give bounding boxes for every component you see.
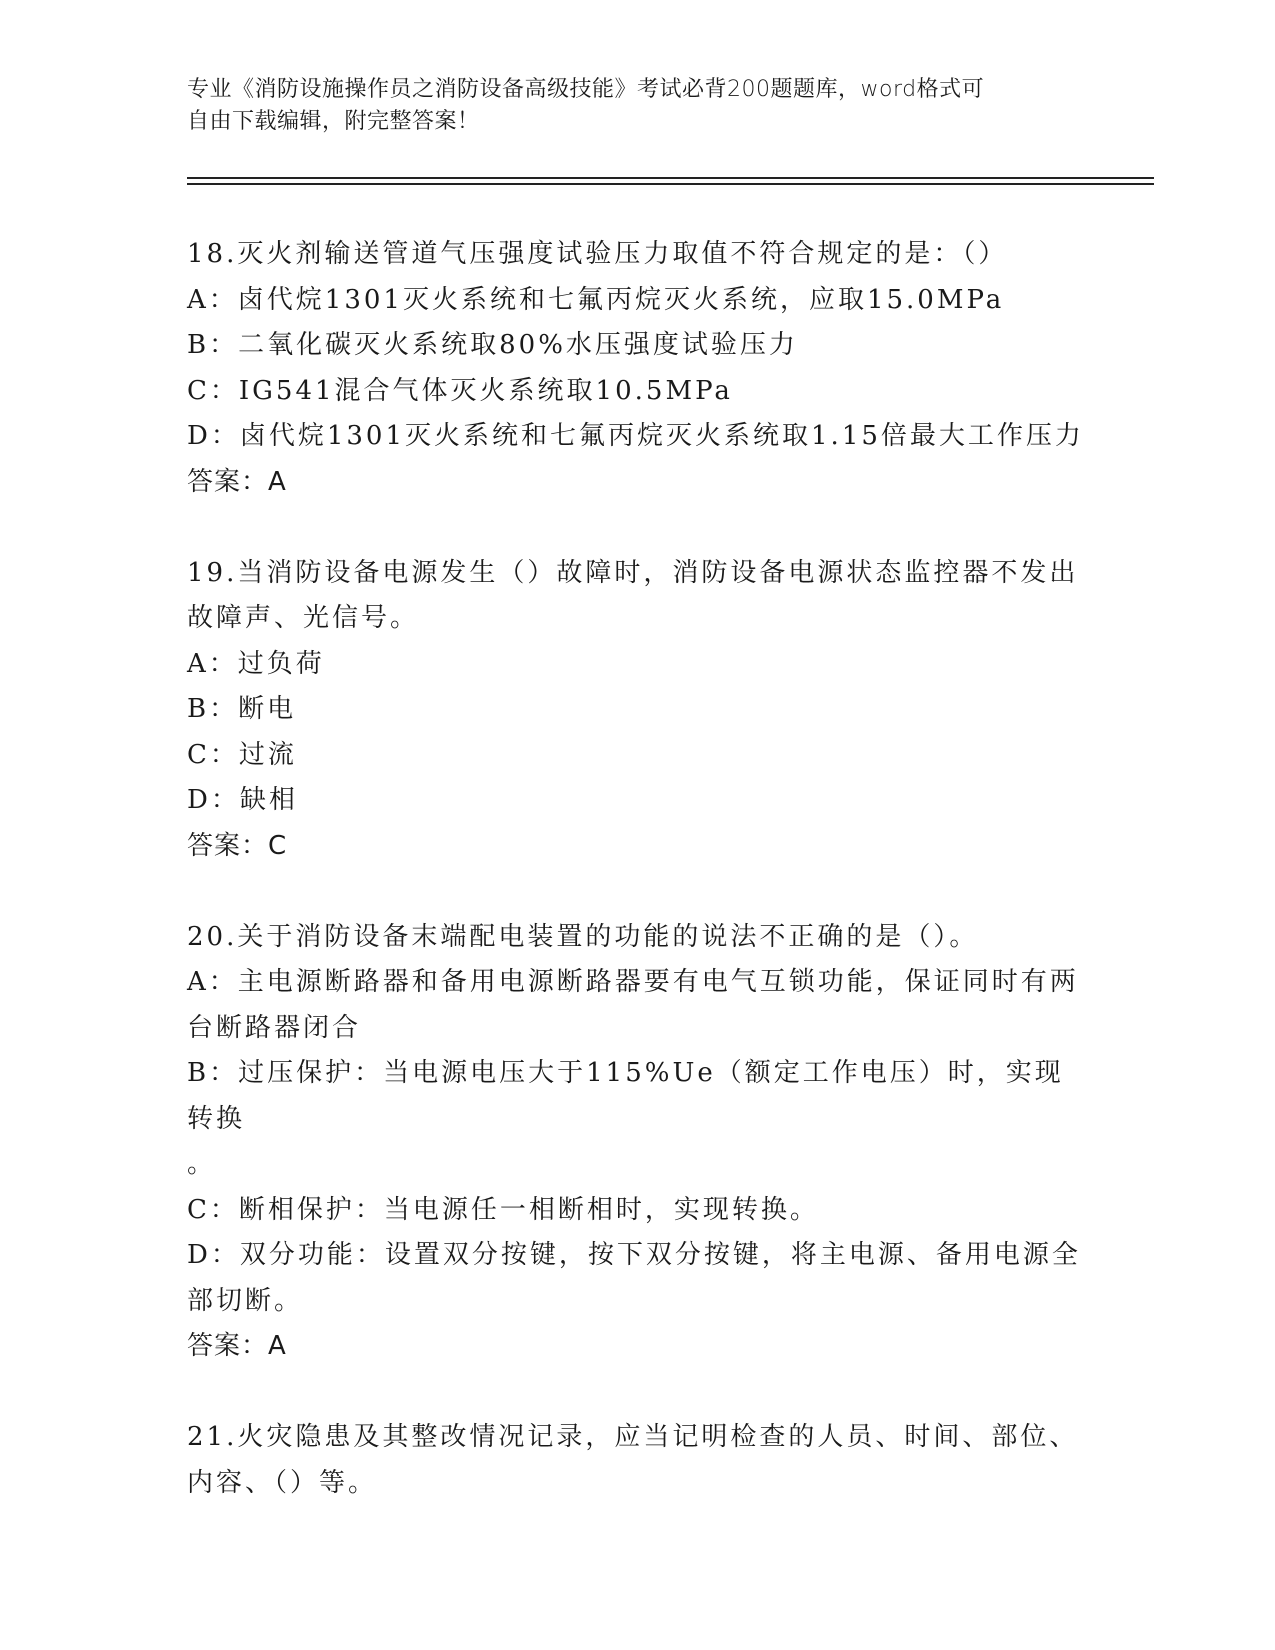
- header-line-1: 专业《消防设施操作员之消防设备高级技能》考试必背200题题库，word格式可: [187, 77, 985, 102]
- option-a-continued: 台断路器闭合: [187, 1012, 362, 1043]
- answer-line: 答案：A: [187, 1331, 287, 1361]
- header-line-2: 自由下载编辑，附完整答案！: [187, 109, 480, 134]
- question-stem: 21.火灾隐患及其整改情况记录，应当记明检查的人员、时间、部位、: [187, 1422, 1079, 1452]
- option-a: A：主电源断路器和备用电源断路器要有电气互锁功能，保证同时有两: [187, 967, 1079, 997]
- option-d: D：卤代烷1301灭火系统和七氟丙烷灭火系统取1.15倍最大工作压力: [187, 421, 1084, 451]
- question-block: [187, 1415, 1087, 1506]
- answer-line: 答案：A: [187, 466, 287, 497]
- document-header: [187, 74, 1067, 138]
- option-c: C：IG541混合气体灭火系统取10.5MPa: [187, 375, 733, 406]
- option-b-continued: 。: [187, 1149, 217, 1179]
- option-b: B：二氧化碳灭火系统取80%水压强度试验压力: [187, 330, 798, 360]
- option-c: C：过流: [187, 739, 297, 770]
- option-a: A：过负荷: [187, 648, 325, 679]
- option-a: A：卤代烷1301灭火系统和七氟丙烷灭火系统，应取15.0MPa: [187, 284, 1005, 315]
- option-c: C：断相保护：当电源任一相断相时，实现转换。: [187, 1194, 819, 1225]
- question-stem: 18.灭火剂输送管道气压强度试验压力取值不符合规定的是：（）: [187, 239, 1008, 269]
- option-d: D：双分功能：设置双分按键，按下双分按键，将主电源、备用电源全: [187, 1240, 1081, 1270]
- header-divider-top: [187, 177, 1154, 179]
- header-divider-bottom: [187, 183, 1154, 185]
- question-block: [187, 915, 1087, 1370]
- option-d-continued: 部切断。: [187, 1285, 304, 1316]
- option-d: D：缺相: [187, 785, 298, 815]
- question-stem-continued: 故障声、光信号。: [187, 603, 420, 633]
- question-block: [187, 232, 1087, 505]
- question-stem: 19.当消防设备电源发生（）故障时，消防设备电源状态监控器不发出: [187, 557, 1079, 588]
- question-stem: 20.关于消防设备末端配电装置的功能的说法不正确的是（）。: [187, 921, 979, 952]
- question-block: [187, 551, 1087, 870]
- question-list: [187, 232, 1087, 1506]
- answer-line: 答案：C: [187, 830, 288, 861]
- question-stem-continued: 内容、（）等。: [187, 1467, 378, 1498]
- option-b: B：断电: [187, 694, 297, 724]
- option-b: B：过压保护：当电源电压大于115%Ue（额定工作电压）时，实现转换: [187, 1058, 1064, 1134]
